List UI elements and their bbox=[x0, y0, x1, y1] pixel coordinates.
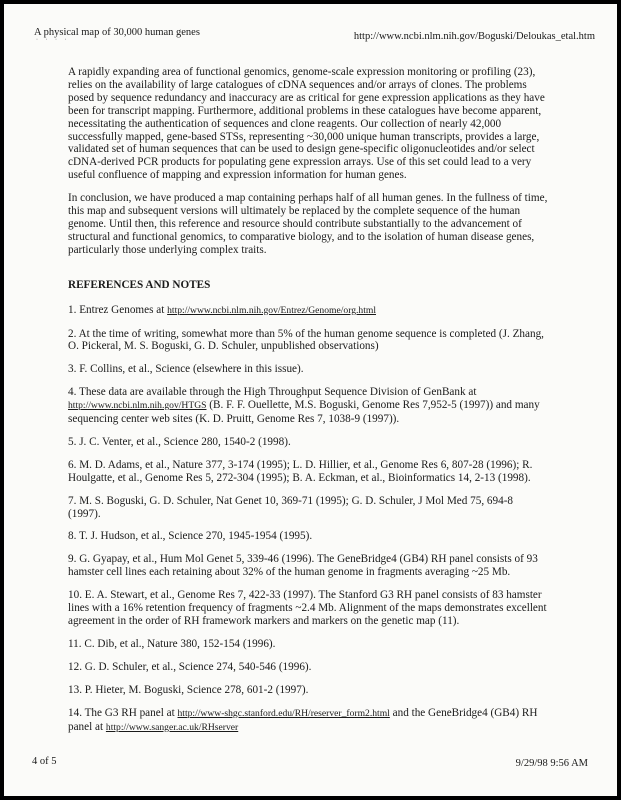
reference-13: 13. P. Hieter, M. Boguski, Science 278, 601-2 (1997). bbox=[68, 683, 309, 696]
page-header-title: A physical map of 30,000 human genes bbox=[34, 27, 200, 38]
reference-4-link[interactable]: http://www.ncbi.nlm.nih.gov/HTGS bbox=[68, 400, 207, 412]
reference-6: 6. M. D. Adams, et al., Nature 377, 3-174 (1995); L. D. Hillier, et al., Genome Res 6, 807-28 (1996); R. Houlgatte, et al., Genome Res 5, 272-304 (1995); B. A. Eckman, et al., Bioinformatics 14, 2-13 (1998). bbox=[68, 458, 533, 484]
paragraph-functional-genomics: A rapidly expanding area of functional genomics, genome-scale expression monitoring or profiling (23), relies on the availability of large catalogues of cDNA sequences and/or arrays of clones. The problems posed by sequence redundancy and inaccuracy are as critical for gene expression applications as they have been for transcript mapping. Furthermore, additional problems in these catalogues have become apparent, necessitating the authentication of sequences and clone reagents. Our collection of nearly 42,000 successfully mapped, gene-based STSs, representing ~30,000 unique human transcripts, provides a large, validated set of human sequences that can be used to design gene-specific oligonucleotides and/or select cDNA-derived PCR products for populating gene expression arrays. Use of this set could lead to a very useful confluence of mapping and expression information for human genes. bbox=[68, 66, 545, 182]
reference-9: 9. G. Gyapay, et al., Hum Mol Genet 5, 339-46 (1996). The GeneBridge4 (GB4) RH panel consists of 93 hamster cell lines each retaining about 32% of the human genome in fragments averaging ~25 Mb. bbox=[68, 553, 538, 579]
document-page bbox=[4, 4, 617, 796]
reference-14-link-sanger[interactable]: http://www.sanger.ac.uk/RHserver bbox=[105, 721, 239, 733]
page-header-url: http://www.ncbi.nlm.nih.gov/Boguski/Deloukas_etal.htm bbox=[353, 31, 595, 42]
paragraph-conclusion: In conclusion, we have produced a map containing perhaps half of all human genes. In the fullness of time, this map and subsequent versions will ultimately be replaced by the complete sequence of the human genome. Until then, this reference and resource should contribute substantially to the advancement of structural and functional genomics, to comparative biology, and to the isolation of human disease genes, particularly those underlying complex traits. bbox=[68, 192, 548, 256]
print-datetime: 9/29/98 9:56 AM bbox=[515, 758, 588, 769]
reference-2: 2. At the time of writing, somewhat more than 5% of the human genome sequence is completed (J. Zhang, O. Pickeral, M. S. Boguski, G. D. Schuler, unpublished observations) bbox=[68, 327, 544, 353]
reference-1: 1. Entrez Genomes at http://www.ncbi.nlm.nih.gov/Entrez/Genome/org.html bbox=[68, 303, 377, 316]
reference-1-link[interactable]: http://www.ncbi.nlm.nih.gov/Entrez/Genome/org.html bbox=[167, 304, 377, 316]
reference-8: 8. T. J. Hudson, et al., Science 270, 1945-1954 (1995). bbox=[68, 530, 313, 543]
reference-10: 10. E. A. Stewart, et al., Genome Res 7, 422-33 (1997). The Stanford G3 RH panel consists of 83 hamster lines with a 16% retention frequency of fragments ~2.4 Mb. Alignment of the maps demonstrates excellent agreement in the order of RH framework markers and markers on the genetic map (11). bbox=[68, 589, 547, 627]
reference-14: 14. The G3 RH panel at http://www-shgc.stanford.edu/RH/reserver_form2.html and the GeneBridge4 (GB4) RH panel at http://www.sanger.ac.uk/RHserver bbox=[68, 706, 538, 733]
header-dots: · · · · bbox=[36, 37, 70, 43]
reference-3: 3. F. Collins, et al., Science (elsewhere in this issue). bbox=[68, 363, 304, 376]
references-heading: REFERENCES AND NOTES bbox=[68, 278, 211, 291]
page-number: 4 of 5 bbox=[32, 756, 57, 767]
reference-4: 4. These data are available through the High Throughput Sequence Division of GenBank at http://www.ncbi.nlm.nih.gov/HTGS (B. F. F. Ouellette, M.S. Boguski, Genome Res 7,952-5 (1997)) and many sequencing center web sites (K. D. Pruitt, Genome Res 7, 1038-9 (1997)). bbox=[68, 386, 540, 426]
document-body bbox=[68, 66, 548, 744]
reference-12: 12. G. D. Schuler, et al., Science 274, 540-546 (1996). bbox=[68, 660, 312, 673]
reference-11: 11. C. Dib, et al., Nature 380, 152-154 (1996). bbox=[68, 637, 276, 650]
reference-14-link-stanford[interactable]: http://www-shgc.stanford.edu/RH/reserver_form2.html bbox=[177, 707, 390, 719]
reference-5: 5. J. C. Venter, et al., Science 280, 1540-2 (1998). bbox=[68, 435, 291, 448]
reference-7: 7. M. S. Boguski, G. D. Schuler, Nat Genet 10, 369-71 (1995); G. D. Schuler, J Mol Med 75, 694-8 (1997). bbox=[68, 494, 514, 520]
